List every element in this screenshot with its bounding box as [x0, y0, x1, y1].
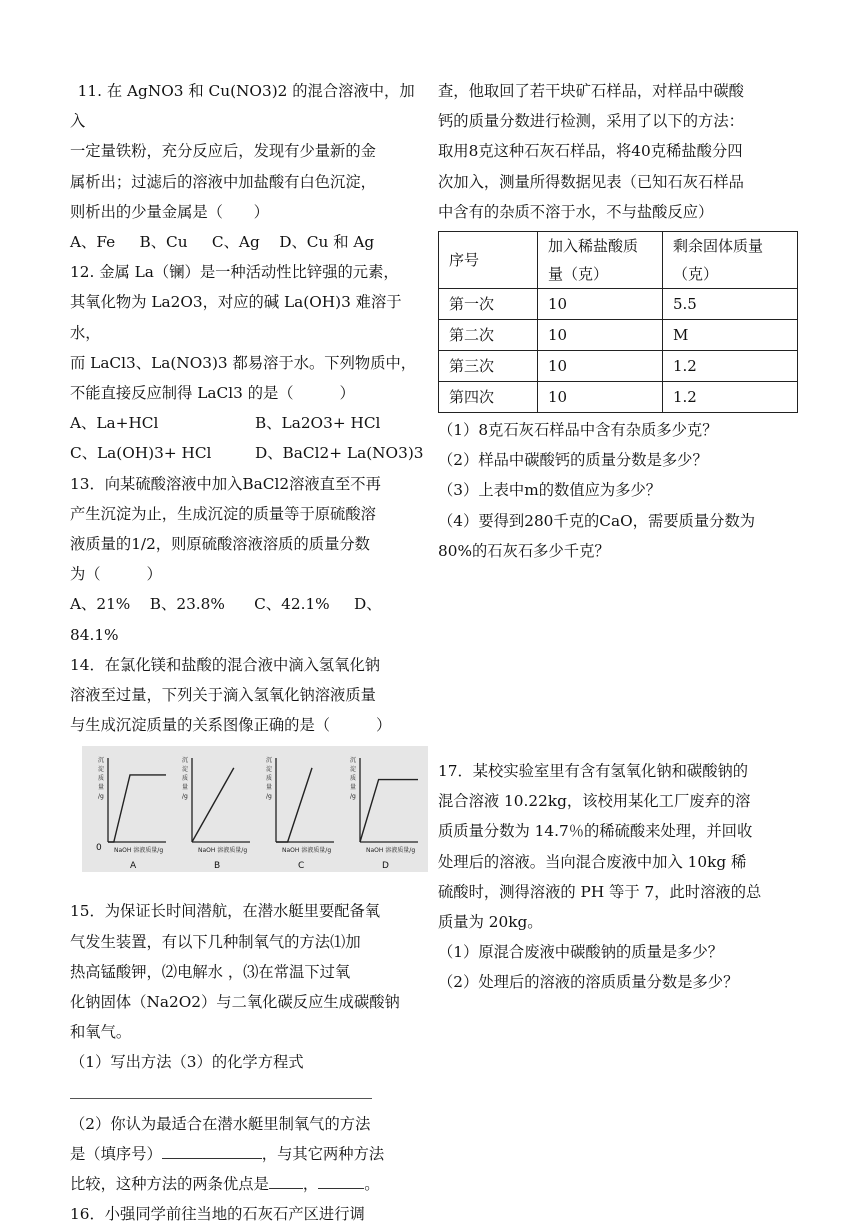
graph-y-axis-label: 淀 [182, 766, 189, 774]
graph-y-axis-label: /g [350, 793, 356, 801]
q11-line: 属析出；过滤后的溶液中加盐酸有白色沉淀， [70, 172, 376, 191]
q17-line: 质质量分数为 14.7％的稀硫酸来处理，并回收 [438, 822, 753, 841]
q15-line: 热高锰酸钾，⑵电解水 ，⑶在常温下过氧 [70, 962, 351, 981]
q15-advantage-blank-2[interactable] [318, 1172, 364, 1189]
graph-x-axis-label: NaOH 溶液质量/g [114, 847, 164, 855]
q17-line: 硫酸时，测得溶液的 PH 等于 7，此时溶液的总 [438, 882, 762, 901]
graph-y-axis-label: 淀 [350, 766, 357, 774]
q11-options [70, 227, 425, 257]
q12-line: 其氧化物为 La2O3，对应的碱 La(OH)3 难溶于水， [70, 293, 402, 342]
q12-option-b: B、La2O3+ HCl [255, 414, 381, 433]
q15-answer-line[interactable] [70, 1080, 372, 1099]
graph-panel-label: B [214, 861, 221, 872]
q11-option-a: A、Fe [70, 233, 116, 252]
graph-y-axis-label: /g [182, 793, 188, 801]
q17-line: 质量为 20kg。 [438, 913, 543, 932]
q12-options-row1 [70, 408, 425, 438]
table-cell: 第一次 [439, 289, 538, 320]
q15-sub2-line1: （2）你认为最适合在潜水艇里制氧气的方法 [70, 1114, 371, 1133]
table-cell: 10 [538, 320, 663, 351]
q13-options [70, 589, 425, 649]
q13-option-d: D、84.1% [70, 595, 382, 644]
q12-line: 而 LaCl3、La(NO3)3 都易溶于水。下列物质中， [70, 353, 417, 372]
table-row [439, 382, 798, 413]
q15-line: 化钠固体（Na2O2）与二氧化碳反应生成碳酸钠 [70, 993, 400, 1012]
q12-options-row2 [70, 438, 425, 468]
q16-question: （3）上表中m的数值应为多少？ [438, 481, 662, 500]
graph-y-axis-label: 量 [182, 784, 189, 792]
q13-line: 液质量的1/2，则原硫酸溶液溶质的质量分数 [70, 535, 370, 554]
table-row [439, 351, 798, 382]
graph-panel-label: A [130, 861, 137, 872]
table-cell: 第四次 [439, 382, 538, 413]
table-header: 剩余固体质量（克） [663, 232, 798, 289]
q16-question: （1）8克石灰石样品中含有杂质多少克？ [438, 421, 718, 440]
question-12 [70, 257, 425, 468]
q14-line: 与生成沉淀质量的关系图像正确的是（ ） [70, 716, 392, 735]
graph-y-axis-label: 质 [350, 775, 357, 783]
graph-y-axis-label: 沉 [350, 757, 357, 765]
q15-sub2-line2 [70, 1139, 425, 1169]
graph-y-axis-label: 淀 [266, 766, 273, 774]
q11-line: 11. 在 AgNO3 和 Cu(NO3)2 的混合溶液中，加入 [70, 82, 415, 131]
graph-y-axis-label: 质 [266, 775, 273, 783]
table-cell: 第二次 [439, 320, 538, 351]
graph-panel-label: D [382, 861, 389, 872]
q17-line: 混合溶液 10.22kg，该校用某化工厂废弃的溶 [438, 792, 751, 811]
question-15 [70, 896, 425, 1199]
graph-x-axis-label: NaOH 溶液质量/g [198, 847, 248, 855]
q14-line: 14．在氯化镁和盐酸的混合液中滴入氢氧化钠 [70, 655, 381, 674]
q15-sub2-text: 比较，这种方法的两条优点是 [70, 1175, 269, 1194]
q15-advantage-blank-1[interactable] [269, 1172, 303, 1189]
table-cell: M [663, 320, 798, 351]
graph-curve [276, 768, 312, 842]
q13-option-c: C、42.1% [254, 595, 330, 614]
table-header-row [439, 232, 798, 289]
q11-option-c: C、Ag [211, 233, 260, 252]
question-16-continued [438, 76, 798, 566]
q14-graphs-svg [82, 746, 428, 872]
q16-data-table [438, 231, 798, 413]
q17-question: （2）处理后的溶液的溶质质量分数是多少？ [438, 973, 739, 992]
graph-x-axis-label: NaOH 溶液质量/g [366, 847, 416, 855]
table-cell: 第三次 [439, 351, 538, 382]
graph-y-axis-label: 质 [182, 775, 189, 783]
q17-line: 处理后的溶液。当向混合废液中加入 10kg 稀 [438, 852, 747, 871]
graph-y-axis-label: 沉 [98, 757, 105, 765]
q13-line: 13．向某硫酸溶液中加入BaCl2溶液直至不再 [70, 474, 381, 493]
q13-line: 为（ ） [70, 565, 162, 584]
graph-y-axis-label: /g [266, 793, 272, 801]
q12-line: 12. 金属 La（镧）是一种活动性比锌强的元素， [70, 263, 399, 282]
q14-line: 溶液至过量，下列关于滴入氢氧化钠溶液质量 [70, 686, 376, 705]
q15-sub2-text: 。 [364, 1175, 380, 1194]
q15-sub2-text: ， [302, 1175, 319, 1194]
graph-y-axis-label: 质 [98, 775, 105, 783]
table-cell: 10 [538, 382, 663, 413]
q12-option-d: D、BaCl2+ La(NO3)3 [255, 444, 424, 463]
graph-x-axis-label: NaOH 溶液质量/g [282, 847, 332, 855]
q16-start: 16．小强同学前往当地的石灰石产区进行调 [70, 1205, 365, 1224]
q15-sub2-line3 [70, 1169, 425, 1199]
question-13 [70, 469, 425, 650]
graph-y-axis-label: 量 [98, 784, 105, 792]
graph-y-axis-label: /g [98, 793, 104, 801]
graph-curve [360, 780, 418, 842]
q16-line: 钙的质量分数进行检测，采用了以下的方法： [438, 112, 744, 131]
graph-y-axis-label: 量 [350, 784, 357, 792]
q13-option-a: A、21% [70, 595, 131, 614]
q16-line: 查，他取回了若干块矿石样品，对样品中碳酸 [438, 82, 744, 100]
table-row [439, 289, 798, 320]
q12-option-a: A、La+HCl [70, 414, 159, 433]
q11-option-b: B、Cu [139, 233, 188, 252]
q11-line: 则析出的少量金属是（ ） [70, 202, 269, 221]
table-header: 加入稀盐酸质量（克） [538, 232, 663, 289]
table-cell: 10 [538, 351, 663, 382]
table-cell: 5.5 [663, 289, 798, 320]
q15-sub2-text: ，与其它两种方法 [261, 1144, 385, 1163]
q16-line: 次加入，测量所得数据见表（已知石灰石样品 [438, 172, 744, 191]
q15-line: 15．为保证长时间潜航，在潜水艇里要配备氧 [70, 902, 381, 921]
graph-y-axis-label: 沉 [266, 757, 273, 765]
right-column [438, 76, 798, 998]
q13-option-b: B、23.8% [149, 595, 225, 614]
q16-line: 取用8克这种石灰石样品，将40克稀盐酸分四 [438, 142, 743, 161]
q17-line: 17．某校实验室里有含有氢氧化钠和碳酸钠的 [438, 762, 749, 781]
answer-space[interactable] [438, 566, 798, 756]
q15-line: 气发生装置，有以下几种制氧气的方法⑴加 [70, 932, 361, 951]
q12-option-c: C、La(OH)3+ HCl [70, 444, 212, 463]
q15-method-blank[interactable] [162, 1142, 262, 1159]
question-17 [438, 756, 798, 998]
graph-origin-label: 0 [96, 843, 102, 854]
graph-curve [192, 768, 234, 842]
table-header: 序号 [439, 232, 538, 289]
q16-question: （4）要得到280千克的CaO，需要质量分数为 [438, 511, 756, 530]
q17-question: （1）原混合废液中碳酸钠的质量是多少？ [438, 943, 724, 962]
left-column [70, 76, 425, 1230]
graph-y-axis-label: 量 [266, 784, 273, 792]
q16-line: 中含有的杂质不溶于水，不与盐酸反应） [438, 202, 714, 221]
q16-question: （2）样品中碳酸钙的质量分数是多少？ [438, 451, 708, 470]
table-cell: 1.2 [663, 382, 798, 413]
q13-line: 产生沉淀为止，生成沉淀的质量等于原硫酸溶 [70, 504, 376, 523]
graph-y-axis-label: 沉 [182, 757, 189, 765]
q16-question: 80%的石灰石多少千克？ [438, 541, 610, 560]
q12-line: 不能直接反应制得 LaCl3 的是（ ） [70, 384, 355, 403]
q14-graph-figure [82, 746, 428, 872]
graph-panel-label: C [298, 861, 305, 872]
q11-line: 一定量铁粉，充分反应后，发现有少量新的金 [70, 142, 376, 161]
table-cell: 10 [538, 289, 663, 320]
question-11 [70, 76, 425, 257]
q15-line: 和氧气。 [70, 1023, 132, 1042]
question-14 [70, 650, 425, 873]
q11-option-d: D、Cu 和 Ag [279, 233, 375, 252]
table-row [439, 320, 798, 351]
q15-sub2-text: 是（填序号） [70, 1144, 162, 1163]
graph-curve [108, 775, 166, 842]
graph-y-axis-label: 淀 [98, 766, 105, 774]
q15-sub1: （1）写出方法（3）的化学方程式 [70, 1053, 304, 1072]
table-cell: 1.2 [663, 351, 798, 382]
